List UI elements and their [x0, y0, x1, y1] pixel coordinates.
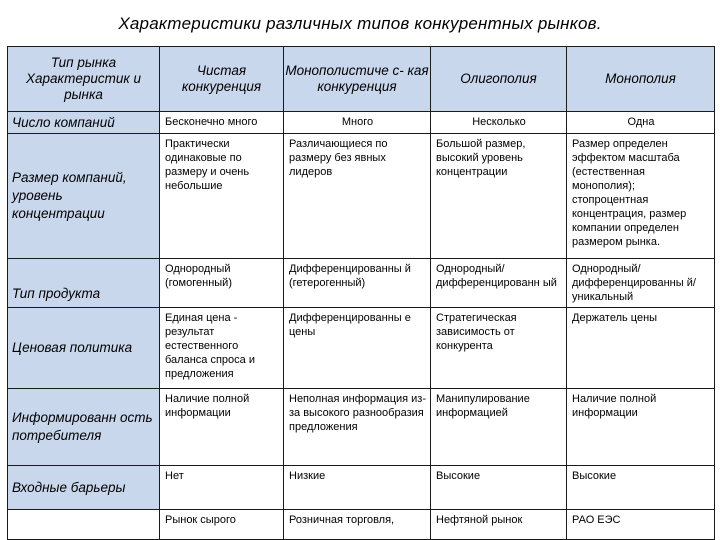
table-cell: Единая цена - результат естественного баланса спроса и предложения — [160, 308, 284, 389]
header-corner: Тип рынка Характеристик и рынка — [8, 47, 160, 112]
table-cell: Держатель цены — [567, 308, 715, 389]
row-label: Информированн ость потребителя — [8, 389, 160, 466]
table-cell: Одна — [567, 112, 715, 134]
table-cell: Однородный/ дифференцированны й/ уникальный — [567, 259, 715, 308]
header-oligopoly: Олигополия — [431, 47, 567, 112]
table-cell: Рынок сырого — [160, 510, 284, 540]
table-cell: Много — [284, 112, 431, 134]
row-label: Число компаний — [8, 112, 160, 134]
table-cell: Однородный (гомогенный) — [160, 259, 284, 308]
table-cell: Нет — [160, 466, 284, 510]
table-cell: Однородный/ дифференцированн ый — [431, 259, 567, 308]
table-cell: Низкие — [284, 466, 431, 510]
table-cell: Различающиеся по размеру без явных лидеров — [284, 134, 431, 259]
row-label — [8, 510, 160, 540]
table-cell: Большой размер, высокий уровень концентрации — [431, 134, 567, 259]
page-title: Характеристики различных типов конкурентных рынков. — [118, 14, 602, 33]
table-row — [8, 389, 715, 466]
table-cell: Несколько — [431, 112, 567, 134]
table-cell: Высокие — [431, 466, 567, 510]
table-cell: Высокие — [567, 466, 715, 510]
table-cell: Наличие полной информации — [567, 389, 715, 466]
table-cell: Нефтяной рынок — [431, 510, 567, 540]
table-row — [8, 466, 715, 510]
table-cell: Наличие полной информации — [160, 389, 284, 466]
table-cell: Манипулирование информацией — [431, 389, 567, 466]
header-pure-competition: Чистая конкуренция — [160, 47, 284, 112]
table-row — [8, 510, 715, 540]
header-row — [8, 47, 715, 112]
table-row — [8, 259, 715, 308]
table-cell: Неполная информация из-за высокого разнообразия предложения — [284, 389, 431, 466]
row-label: Ценовая политика — [8, 308, 160, 389]
header-monopolistic-competition: Монополистиче с- кая конкуренция — [284, 47, 431, 112]
table-row — [8, 308, 715, 389]
row-label: Размер компаний, уровень концентрации — [8, 134, 160, 259]
table-cell: Дифференцированны й (гетерогенный) — [284, 259, 431, 308]
table-cell: Стратегическая зависимость от конкурента — [431, 308, 567, 389]
table-cell: РАО ЕЭС — [567, 510, 715, 540]
row-label: Входные барьеры — [8, 466, 160, 510]
table-cell: Дифференцированны е цены — [284, 308, 431, 389]
table-row — [8, 134, 715, 259]
header-monopoly: Монополия — [567, 47, 715, 112]
table-cell: Розничная торговля, — [284, 510, 431, 540]
market-types-table — [7, 46, 715, 540]
row-label: Тип продукта — [8, 259, 160, 308]
table-cell: Практически одинаковые по размеру и очень небольшие — [160, 134, 284, 259]
table-cell: Размер определен эффектом масштаба (естественная монополия); стопроцентная концентрация, размер компании определен размером рынка. — [567, 134, 715, 259]
table-row — [8, 112, 715, 134]
table-cell: Бесконечно много — [160, 112, 284, 134]
